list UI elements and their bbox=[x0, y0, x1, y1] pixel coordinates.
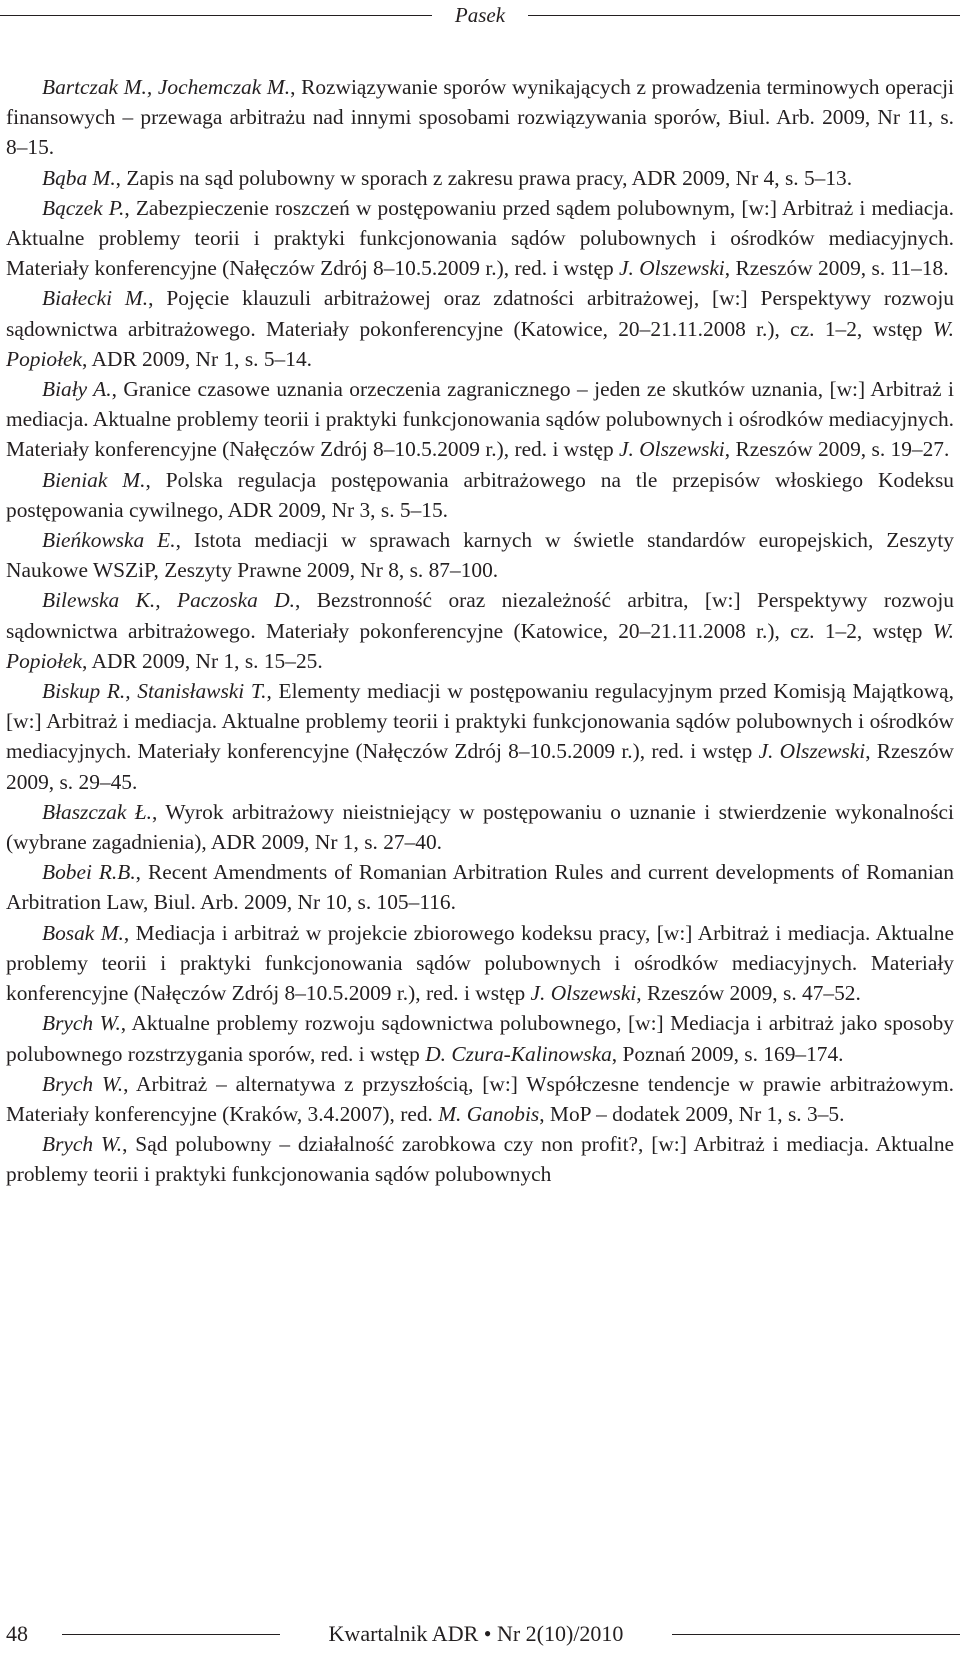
entry-text: , Sąd polubowny – działalność zarobkowa czy non profit?, [w:] Arbitraż i mediacja. Aktualne problemy teorii i praktyki funkcjonowania sądów polubownych bbox=[6, 1132, 955, 1187]
entry-editor: D. Czura-Kalinowska bbox=[425, 1041, 612, 1066]
entry-author: Bieniak M. bbox=[42, 467, 146, 492]
entry-editor: W. Popiołek bbox=[6, 316, 954, 371]
entry-tail: , Rzeszów 2009, s. 29–45. bbox=[6, 739, 954, 794]
bibliography-entry bbox=[6, 283, 954, 374]
entry-tail: , MoP – dodatek 2009, Nr 1, s. 3–5. bbox=[539, 1101, 845, 1126]
bibliography-entry bbox=[6, 1008, 954, 1068]
running-header bbox=[0, 0, 960, 30]
bibliography-entry bbox=[6, 676, 954, 797]
entry-text: , Istota mediacji w sprawach karnych w świetle standardów europejskich, Zeszyty Naukowe WSZiP, Zeszyty Prawne 2009, Nr 8, s. 87–100. bbox=[6, 528, 954, 583]
journal-title: Kwartalnik ADR • Nr 2(10)/2010 bbox=[328, 1621, 624, 1646]
entry-author: Bobei R.B. bbox=[42, 860, 136, 885]
entry-text: , Zabezpieczenie roszczeń w postępowaniu przed sądem polubownym, [w:] Arbitraż i mediacja. Aktualne problemy teorii i praktyki funkcjonowania sądów polubownych i ośrodków mediacyjnych. Materiały konferencyjne (Nałęczów Zdrój 8–10.5.2009 r.), red. i wstęp bbox=[6, 195, 954, 281]
bibliography-entry bbox=[6, 163, 954, 193]
entry-text: , Mediacja i arbitraż w projekcie zbiorowego kodeksu pracy, [w:] Arbitraż i mediacja. Aktualne problemy teorii i praktyki funkcjonowania sądów polubownych i ośrodków mediacyjnych. Materiały konferencyjne (Nałęczów Zdrój 8–10.5.2009 r.), red. i wstęp bbox=[6, 920, 954, 1006]
entry-author: Biały A. bbox=[42, 377, 112, 402]
bibliography-entry bbox=[6, 1069, 954, 1129]
entry-author: Bosak M. bbox=[42, 920, 124, 945]
footer-rule-left bbox=[62, 1634, 280, 1635]
entry-text: , Polska regulacja postępowania arbitrażowego na tle przepisów włoskiego Kodeksu postępowania cywilnego, ADR 2009, Nr 3, s. 5–15. bbox=[6, 467, 954, 522]
bibliography-entry bbox=[6, 72, 954, 163]
entry-editor: W. Popiołek bbox=[6, 618, 954, 673]
entry-text: , Arbitraż – alternatywa z przyszłością, [w:] Współczesne tendencje w prawie arbitrażowym. Materiały konferencyjne (Kraków, 3.4.2007), red. bbox=[6, 1071, 955, 1126]
entry-text: , Recent Amendments of Romanian Arbitration Rules and current developments of Romanian Arbitration Law, Biul. Arb. 2009, Nr 10, s. 105–116. bbox=[6, 860, 954, 915]
entry-editor: J. Olszewski bbox=[758, 739, 866, 764]
bibliography-entry bbox=[6, 918, 954, 1009]
entry-author: Brych W. bbox=[42, 1132, 123, 1157]
entry-author: Brych W. bbox=[42, 1071, 124, 1096]
entry-tail: , Rzeszów 2009, s. 47–52. bbox=[636, 981, 861, 1006]
bibliography-entry bbox=[6, 193, 954, 284]
entry-tail: , Poznań 2009, s. 169–174. bbox=[611, 1041, 844, 1066]
bibliography-entry bbox=[6, 374, 954, 465]
entry-author: Białecki M. bbox=[42, 286, 149, 311]
entry-editor: J. Olszewski bbox=[530, 981, 637, 1006]
entry-author: Bartczak M., Jochemczak M. bbox=[42, 75, 291, 99]
page-footer bbox=[0, 1618, 960, 1652]
entry-tail: , Rzeszów 2009, s. 11–18. bbox=[724, 256, 949, 281]
bibliography-entry bbox=[6, 465, 954, 525]
entry-text: , Pojęcie klauzuli arbitrażowej oraz zdatności arbitrażowej, [w:] Perspektywy rozwoju sądownictwa arbitrażowego. Materiały pokonferencyjne (Katowice, 20–21.11.2008 r.), cz. 1–2, wstęp bbox=[6, 286, 954, 341]
entry-editor: J. Olszewski bbox=[619, 437, 725, 462]
entry-text: , Wyrok arbitrażowy nieistniejący w postępowaniu o uznanie i stwierdzenie wykonalności (wybrane zagadnienia), ADR 2009, Nr 1, s. 27–40. bbox=[6, 799, 954, 855]
entry-text: , Elementy mediacji w postępowaniu regulacyjnym przed Komisją Majątkową, [w:] Arbitraż i mediacja. Aktualne problemy teorii i praktyki funkcjonowania sądów polubownych i ośrodków mediacyjnych. Materiały konferencyjne (Nałęczów Zdrój 8–10.5.2009 r.), red. i wstęp bbox=[6, 679, 954, 764]
entry-tail: , ADR 2009, Nr 1, s. 15–25. bbox=[82, 648, 323, 673]
entry-text: , Aktualne problemy rozwoju sądownictwa polubownego, [w:] Mediacja i arbitraż jako sposoby polubownego rozstrzygania sporów, red. i wstęp bbox=[6, 1011, 954, 1066]
section-title: Pasek bbox=[454, 3, 506, 27]
entry-editor: M. Ganobis bbox=[438, 1101, 540, 1126]
page-number: 48 bbox=[6, 1621, 28, 1646]
entry-tail: , ADR 2009, Nr 1, s. 5–14. bbox=[82, 346, 312, 371]
entry-author: Bąba M. bbox=[42, 165, 116, 190]
entry-text: , Rozwiązywanie sporów wynikających z prowadzenia terminowych operacji finansowych – przewaga arbitrażu nad innymi sposobami rozwiązywania sporów, Biul. Arb. 2009, Nr 11, s. 8–15. bbox=[6, 75, 954, 160]
footer-rule-right bbox=[672, 1634, 960, 1635]
entry-author: Biskup R., Stanisławski T. bbox=[42, 679, 267, 704]
entry-text: , Granice czasowe uznania orzeczenia zagranicznego – jeden ze skutków uznania, [w:] Arbitraż i mediacja. Aktualne problemy teorii i praktyki funkcjonowania sądów polubownych i ośrodków mediacyjnych. Materiały konferencyjne (Nałęczów Zdrój 8–10.5.2009 r.), red. i wstęp bbox=[6, 377, 954, 462]
bibliography-entry bbox=[6, 525, 954, 585]
bibliography-entry bbox=[6, 585, 954, 676]
entry-text: , Zapis na sąd polubowny w sporach z zakresu prawa pracy, ADR 2009, Nr 4, s. 5–13. bbox=[115, 165, 853, 190]
bibliography-entry bbox=[6, 857, 954, 917]
entry-author: Błaszczak Ł. bbox=[42, 799, 153, 824]
entry-text: , Bezstronność oraz niezależność arbitra, [w:] Perspektywy rozwoju sądownictwa arbitrażowego. Materiały pokonferencyjne (Katowice, 20–21.11.2008 r.), cz. 1–2, wstęp bbox=[6, 588, 954, 643]
entry-author: Bilewska K., Paczoska D. bbox=[42, 588, 296, 613]
bibliography-entry bbox=[6, 797, 954, 857]
bibliography-list bbox=[6, 72, 954, 1190]
entry-author: Brych W. bbox=[42, 1011, 121, 1036]
entry-author: Bączek P. bbox=[42, 195, 125, 220]
header-rule-left bbox=[0, 15, 432, 16]
entry-tail: , Rzeszów 2009, s. 19–27. bbox=[724, 437, 950, 462]
header-rule-right bbox=[528, 15, 960, 16]
bibliography-entry bbox=[6, 1129, 954, 1189]
entry-editor: J. Olszewski bbox=[619, 256, 725, 281]
entry-author: Bieńkowska E. bbox=[42, 528, 176, 553]
